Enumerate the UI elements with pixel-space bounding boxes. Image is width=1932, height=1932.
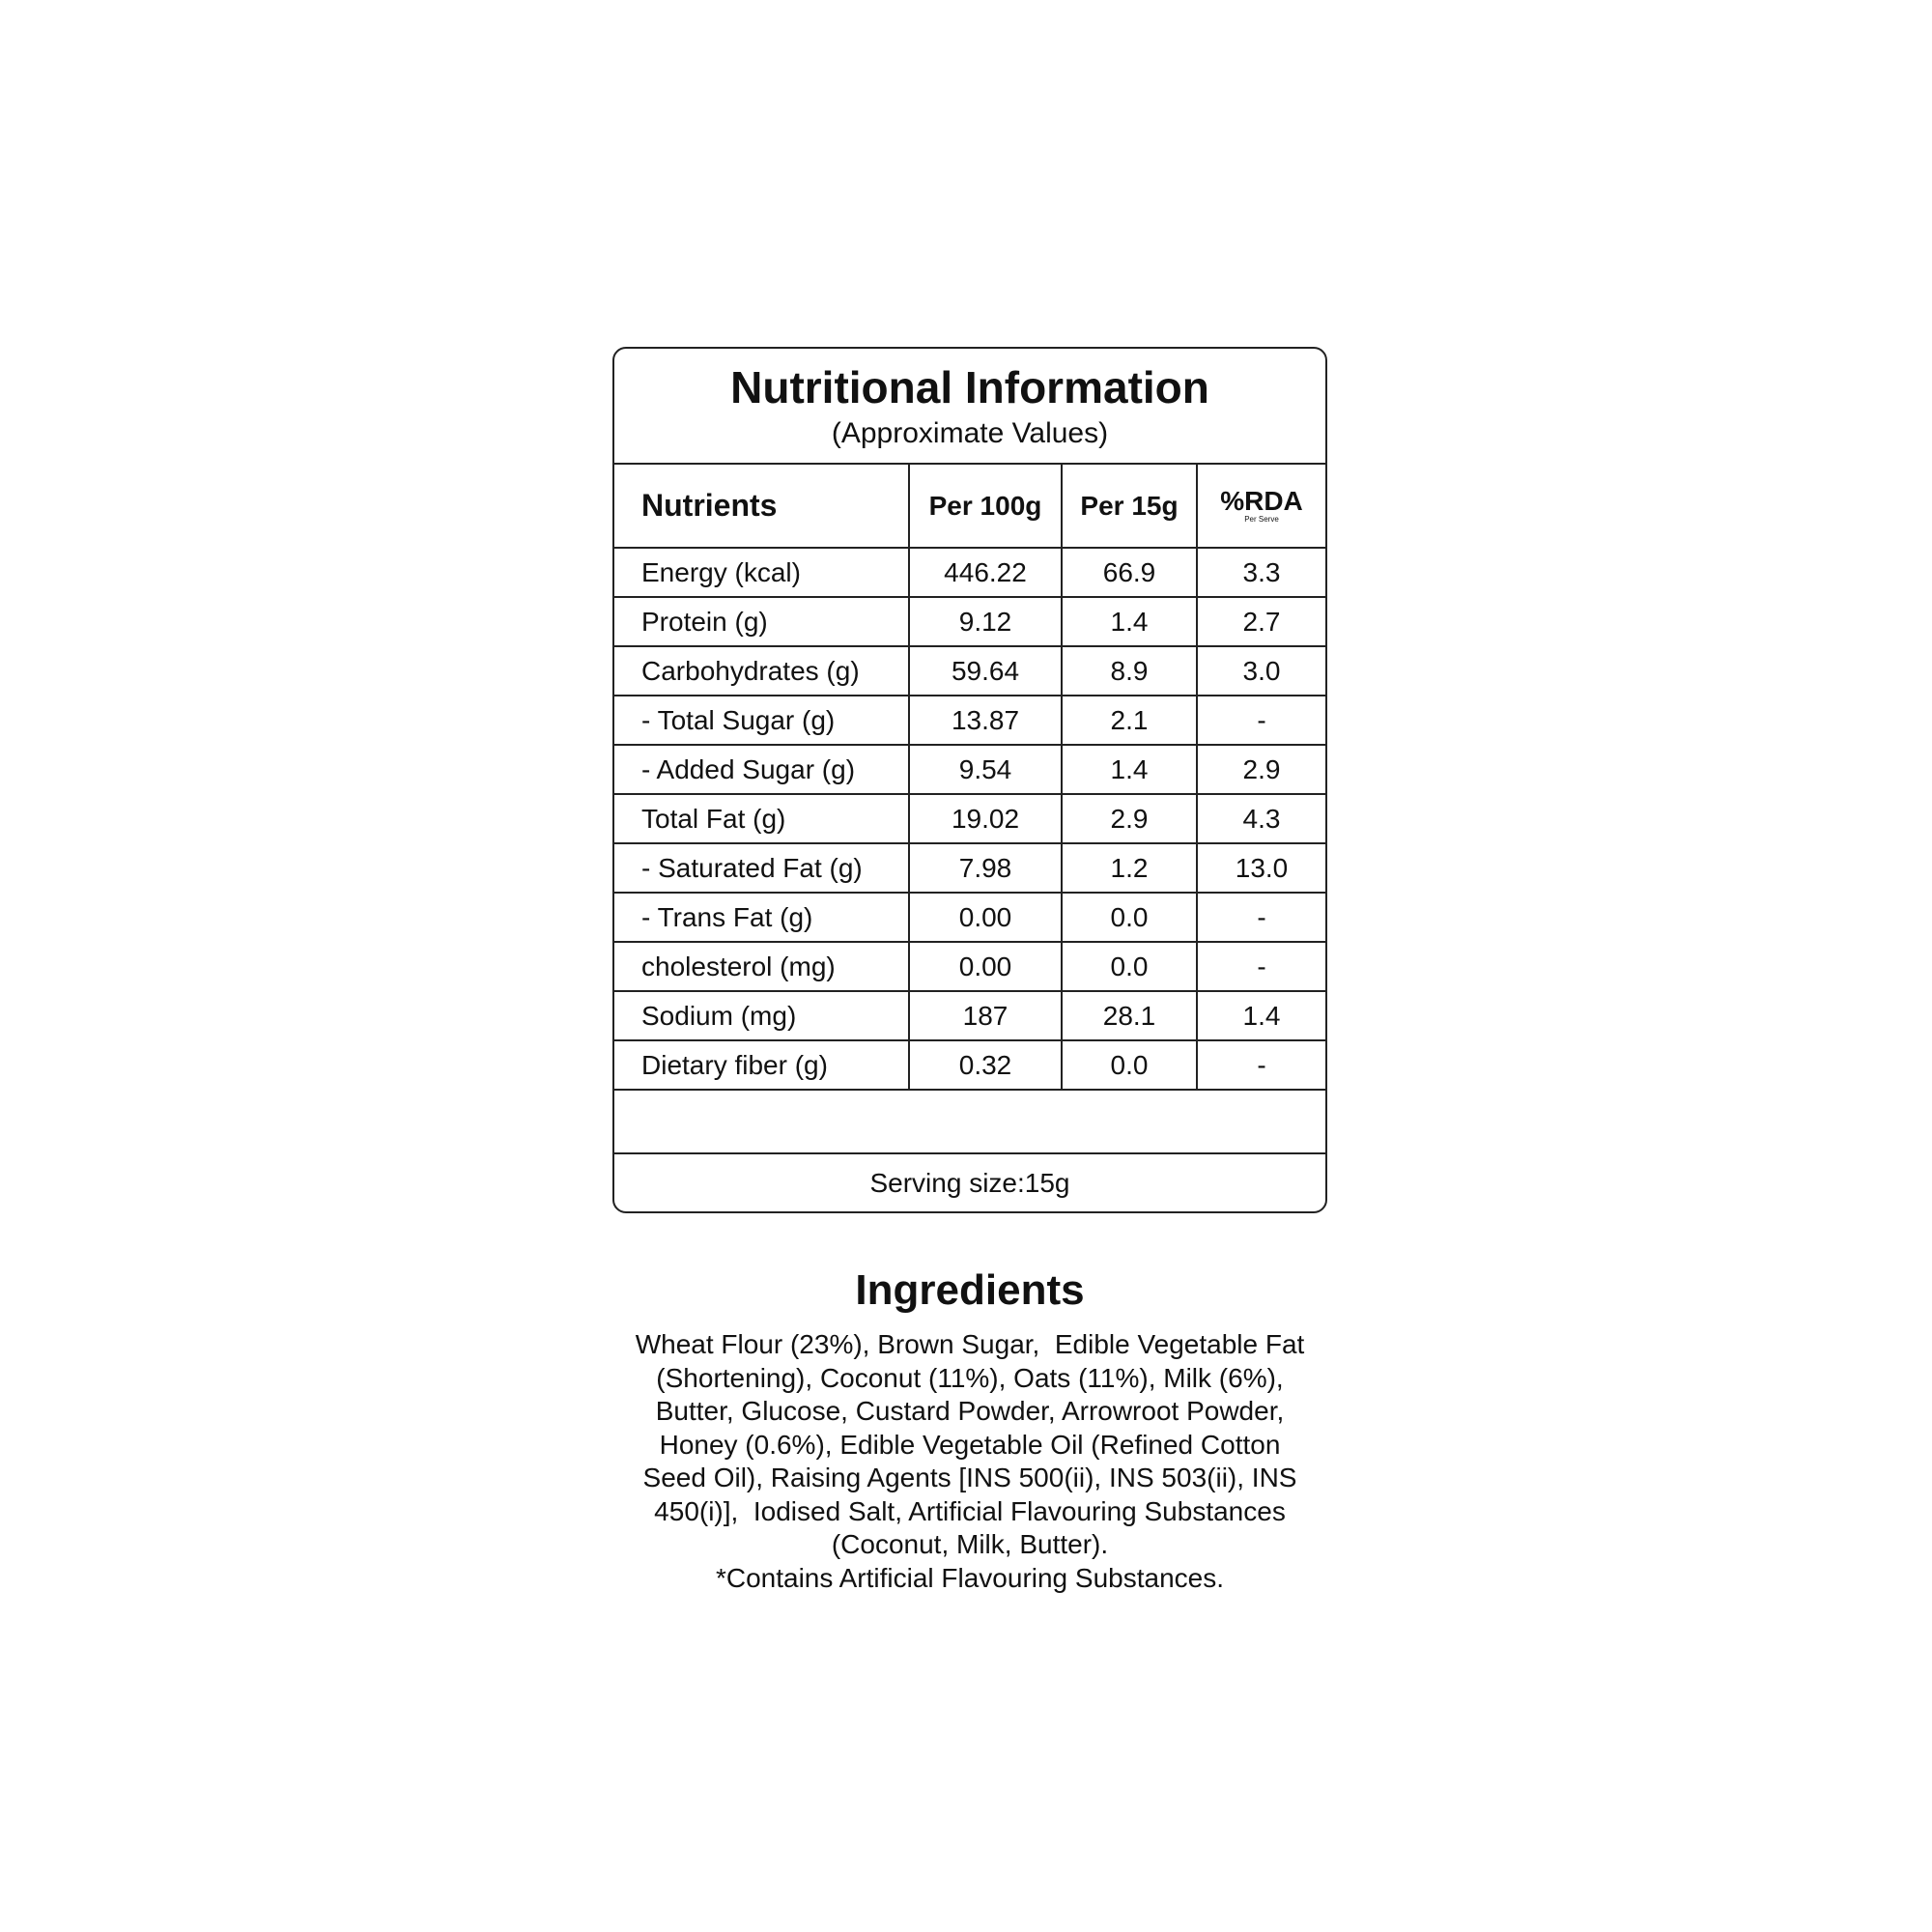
nutrition-table xyxy=(614,465,1325,1091)
ingredients-title: Ingredients xyxy=(855,1266,1085,1314)
per15-value: 8.9 xyxy=(1062,646,1197,696)
per100-value: 9.54 xyxy=(909,745,1062,794)
header-per100: Per 100g xyxy=(909,465,1062,548)
per15-value: 2.1 xyxy=(1062,696,1197,745)
table-row xyxy=(614,745,1325,794)
rda-value: 4.3 xyxy=(1197,794,1325,843)
ingredients-line: Wheat Flour (23%), Brown Sugar, Edible Vegetable Fat xyxy=(635,1329,1305,1359)
rda-value: 3.3 xyxy=(1197,548,1325,597)
nutrient-name: cholesterol (mg) xyxy=(614,942,909,991)
nutrient-name: - Total Sugar (g) xyxy=(614,696,909,745)
header-rda xyxy=(1197,465,1325,548)
nutrient-name: Sodium (mg) xyxy=(614,991,909,1040)
nutrient-name: Energy (kcal) xyxy=(614,548,909,597)
nutrient-name: Total Fat (g) xyxy=(614,794,909,843)
header-nutrients: Nutrients xyxy=(614,465,909,548)
rda-value: - xyxy=(1197,942,1325,991)
ingredients-line: (Shortening), Coconut (11%), Oats (11%), Milk (6%), xyxy=(656,1362,1284,1393)
header-rda-sublabel: Per Serve xyxy=(1244,514,1279,524)
rda-value: - xyxy=(1197,696,1325,745)
rda-value: - xyxy=(1197,893,1325,942)
per100-value: 59.64 xyxy=(909,646,1062,696)
per100-value: 0.32 xyxy=(909,1040,1062,1090)
per15-value: 1.2 xyxy=(1062,843,1197,893)
ingredients-line: *Contains Artificial Flavouring Substances. xyxy=(715,1562,1225,1593)
nutrition-header xyxy=(614,349,1325,465)
per15-value: 28.1 xyxy=(1062,991,1197,1040)
nutrition-subtitle: (Approximate Values) xyxy=(831,417,1109,449)
rda-value: - xyxy=(1197,1040,1325,1090)
table-row xyxy=(614,696,1325,745)
per100-value: 13.87 xyxy=(909,696,1062,745)
nutrient-name: Protein (g) xyxy=(614,597,909,646)
table-row xyxy=(614,942,1325,991)
ingredients-line: (Coconut, Milk, Butter). xyxy=(831,1529,1109,1559)
ingredients-line: 450(i)], Iodised Salt, Artificial Flavouring Substances xyxy=(654,1495,1286,1526)
nutrient-name: - Saturated Fat (g) xyxy=(614,843,909,893)
blank-row xyxy=(614,1091,1325,1154)
rda-value: 2.9 xyxy=(1197,745,1325,794)
rda-value: 3.0 xyxy=(1197,646,1325,696)
nutrient-name: Carbohydrates (g) xyxy=(614,646,909,696)
per15-value: 2.9 xyxy=(1062,794,1197,843)
nutrition-title: Nutritional Information xyxy=(730,362,1209,412)
nutrient-name: - Trans Fat (g) xyxy=(614,893,909,942)
table-row xyxy=(614,646,1325,696)
ingredients-line: Honey (0.6%), Edible Vegetable Oil (Refined Cotton xyxy=(659,1429,1281,1460)
header-rda-label: %RDA xyxy=(1220,485,1303,516)
table-row xyxy=(614,548,1325,597)
ingredients-line: Butter, Glucose, Custard Powder, Arrowroot Powder, xyxy=(655,1396,1285,1426)
per100-value: 19.02 xyxy=(909,794,1062,843)
per15-value: 1.4 xyxy=(1062,745,1197,794)
per15-value: 0.0 xyxy=(1062,1040,1197,1090)
rda-value: 13.0 xyxy=(1197,843,1325,893)
serving-size: Serving size:15g xyxy=(869,1168,1070,1198)
table-header-row xyxy=(614,465,1325,548)
per100-value: 187 xyxy=(909,991,1062,1040)
per100-value: 9.12 xyxy=(909,597,1062,646)
header-per15: Per 15g xyxy=(1062,465,1197,548)
table-row xyxy=(614,843,1325,893)
nutrition-panel xyxy=(612,347,1327,1213)
nutrient-name: Dietary fiber (g) xyxy=(614,1040,909,1090)
per100-value: 446.22 xyxy=(909,548,1062,597)
per15-value: 0.0 xyxy=(1062,893,1197,942)
rda-value: 1.4 xyxy=(1197,991,1325,1040)
ingredients-text xyxy=(612,1328,1327,1595)
table-row xyxy=(614,794,1325,843)
table-row xyxy=(614,893,1325,942)
per100-value: 0.00 xyxy=(909,942,1062,991)
nutrient-name: - Added Sugar (g) xyxy=(614,745,909,794)
ingredients-line: Seed Oil), Raising Agents [INS 500(ii), INS 503(ii), INS xyxy=(642,1463,1297,1492)
per15-value: 66.9 xyxy=(1062,548,1197,597)
per100-value: 7.98 xyxy=(909,843,1062,893)
rda-value: 2.7 xyxy=(1197,597,1325,646)
table-row xyxy=(614,991,1325,1040)
table-row xyxy=(614,1040,1325,1090)
per15-value: 0.0 xyxy=(1062,942,1197,991)
per100-value: 0.00 xyxy=(909,893,1062,942)
table-row xyxy=(614,597,1325,646)
per15-value: 1.4 xyxy=(1062,597,1197,646)
